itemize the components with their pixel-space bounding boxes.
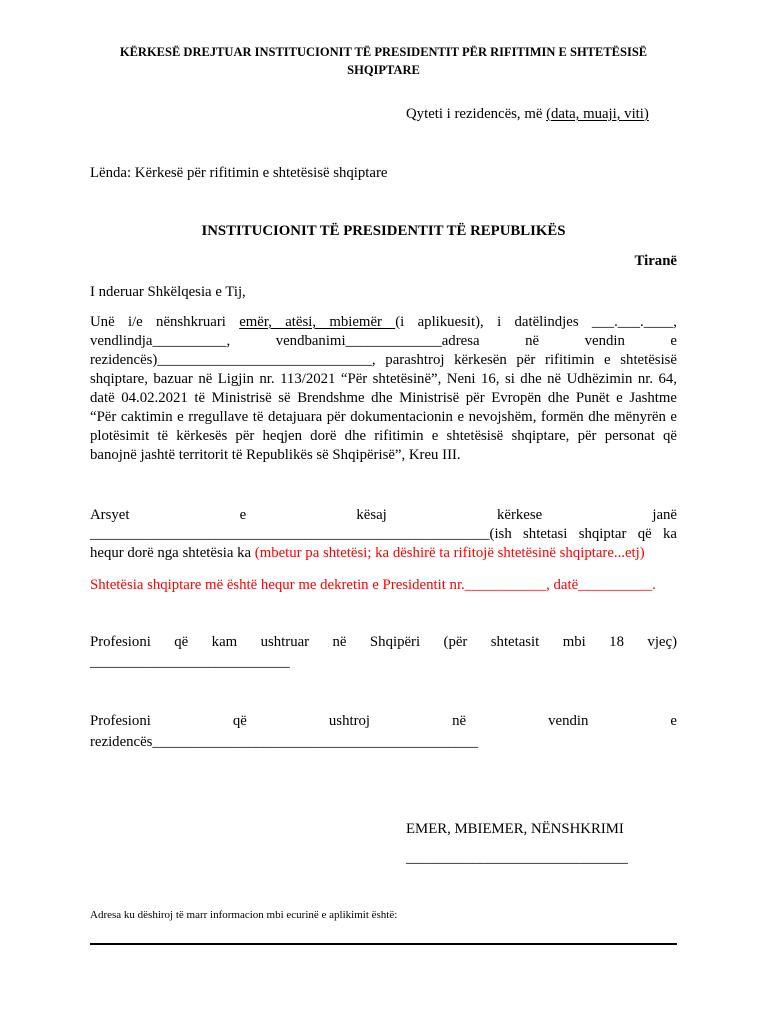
profession-albania-label: Profesioni që kam ushtruar në Shqipëri (për shtetasit mbi 18 vjeç) bbox=[90, 634, 677, 650]
reasons-line-3 bbox=[90, 544, 677, 563]
request-line-4: shqiptare, bazuar në Ligjin nr. 113/2021 “Për shtetësinë”, Neni 16, si dhe në Udhëzimin nr. 64, bbox=[90, 370, 677, 387]
contact-address-rule bbox=[90, 943, 677, 945]
applicant-name-hint: emër, atësi, mbiemër bbox=[239, 313, 396, 330]
document-title-line-2: SHQIPTARE bbox=[347, 63, 420, 77]
contact-address-note: Adresa ku dëshiroj të marr informacion mbi ecurinë e aplikimit është: bbox=[90, 909, 398, 921]
request-line-1-end: (i aplikuesit), i datëlindjes ___.___.____, bbox=[395, 313, 677, 330]
place-label: Qyteti i rezidencës, më bbox=[406, 105, 547, 122]
reasons-line-1: Arsyet e kësaj kërkese janë bbox=[90, 506, 677, 523]
profession-albania bbox=[90, 632, 677, 672]
reasons-line-2: ______________________________________________________(ish shtetasi shqiptar që ka bbox=[90, 525, 677, 542]
reasons-paragraph bbox=[90, 506, 677, 563]
place-date-line bbox=[406, 105, 649, 124]
decree-line: Shtetësia shqiptare më është hequr me dekretin e Presidentit nr.___________, datë__________. bbox=[90, 576, 656, 593]
recipient-city: Tiranë bbox=[634, 252, 677, 269]
signature-line: ______________________________ bbox=[406, 850, 628, 866]
profession-residence-label: Profesioni që ushtroj në vendin e bbox=[90, 712, 677, 729]
request-line-6: “Për caktimin e rregullave të detajuara për dokumentacionin e nevojshëm, formën dhe mënyrën e bbox=[90, 409, 677, 426]
request-paragraph bbox=[90, 313, 677, 466]
salutation: I nderuar Shkëlqesia e Tij, bbox=[90, 283, 246, 300]
request-line-1 bbox=[90, 313, 677, 332]
recipient-institution: INSTITUCIONIT TË PRESIDENTIT TË REPUBLIKËS bbox=[201, 222, 566, 239]
subject-line: Lënda: Kërkesë për rifitimin e shtetësisë shqiptare bbox=[90, 164, 388, 181]
profession-residence bbox=[90, 711, 677, 753]
request-line-3: rezidencës)_____________________________, parashtroj kërkesën për rifitimin e shtetësisë bbox=[90, 351, 677, 368]
profession-albania-blank: ___________________________ bbox=[90, 654, 290, 670]
date-placeholder: (data, muaji, viti) bbox=[546, 105, 649, 122]
document-title bbox=[90, 43, 677, 79]
reasons-example: (mbetur pa shtetësi; ka dëshirë ta rifitojë shtetësinë shqiptare...etj) bbox=[254, 544, 645, 561]
request-line-1-start: Unë i/e nënshkruari bbox=[90, 313, 240, 330]
request-line-7: plotësimit të kërkesës për heqjen dorë dhe rifitimin e shtetësisë shqiptare, për personat që bbox=[90, 428, 677, 445]
profession-residence-blank: rezidencës____________________________________________ bbox=[90, 733, 478, 750]
reasons-line-3-start: hequr dorë nga shtetësia ka bbox=[90, 544, 255, 561]
request-line-5: datë 04.02.2021 të Ministrisë së Brendshme dhe Ministrisë për Evropën dhe Punët e Jashtme bbox=[90, 390, 677, 407]
document-title-line-1: KËRKESË DREJTUAR INSTITUCIONIT TË PRESIDENTIT PËR RIFITIMIN E SHTETËSISË bbox=[119, 45, 648, 59]
request-line-2: vendlindja__________, vendbanimi_____________adresa në vendin e bbox=[90, 332, 677, 349]
request-line-8: banojnë jashtë territorit të Republikës së Shqipërisë”, Kreu III. bbox=[90, 447, 461, 464]
signature-label: EMER, MBIEMER, NËNSHKRIMI bbox=[406, 820, 624, 837]
